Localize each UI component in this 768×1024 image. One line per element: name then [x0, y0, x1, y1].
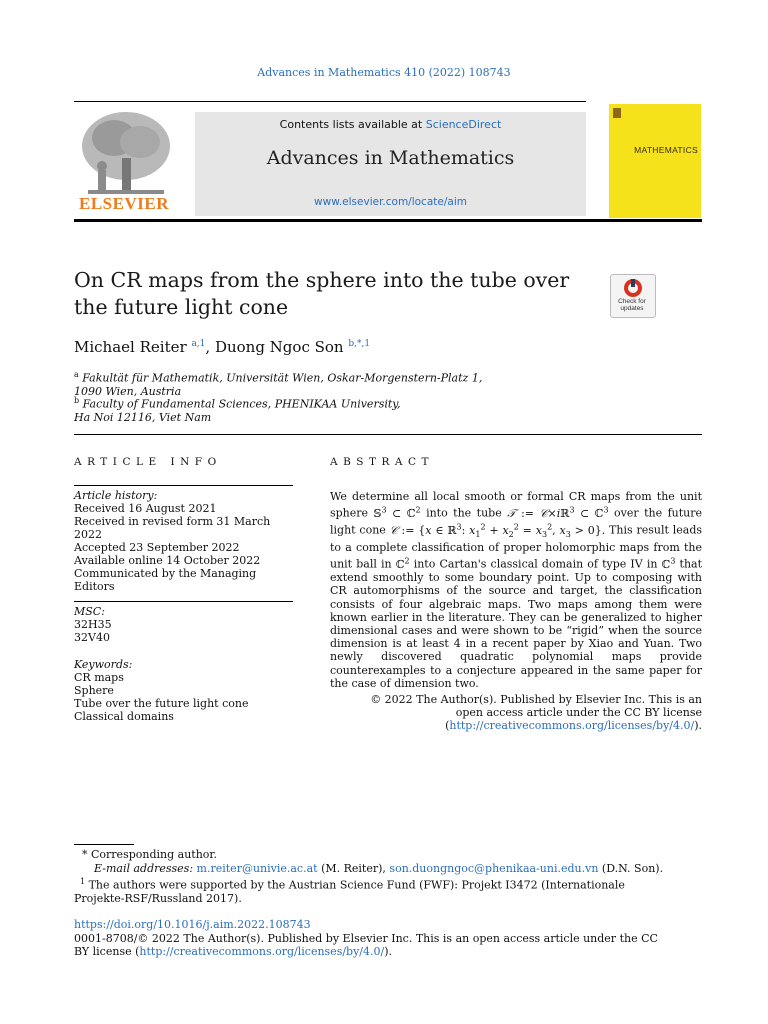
msc-rule [74, 601, 293, 602]
math-expr: ℂ$^2$ [395, 556, 410, 571]
keywords-section [74, 658, 293, 723]
msc-section [74, 605, 293, 644]
contents-prefix: Contents lists available at [279, 118, 423, 131]
history-item: Communicated by the Managing [74, 567, 257, 580]
affiliation-mark: a [74, 370, 79, 379]
history-item: Received in revised form 31 March [74, 515, 271, 528]
abstract-fragment: that extend smoothly to some boundary point. Up to composing with CR automorphisms of the source and target, the classification consists of four algebraic maps. Two maps among them were known earlier in the literature. They can be generalized to higher dimensional cases and were shown to be “rigid” when the source dimension is at least 4 in a recent paper by Xiao and Yuan. Two newly discovered quadratic polynomial maps provide counterexamples to a conjecture appeared in the same paper for the case of dimension two. [330, 557, 703, 690]
footnote-rule [74, 844, 134, 845]
msc-code: 32V40 [74, 631, 110, 644]
funding-note: Projekte-RSF/Russland 2017). [74, 892, 242, 906]
copyright-line: © 2022 The Author(s). Published by Elsevier Inc. This is an [370, 693, 702, 706]
msc-code: 32H35 [74, 618, 112, 631]
header-rule [74, 219, 702, 222]
article-history [74, 489, 293, 593]
math-expr: 𝒞 := {x ∈ ℝ$^3$: $x_1^2 + x_2^2 = x_3^2$, $x_3 > 0$}. [389, 522, 606, 539]
title-line-2: the future light cone [74, 295, 289, 319]
affiliation-b [74, 394, 401, 424]
cover-emblem-icon [613, 108, 621, 118]
bottom-info [74, 918, 704, 959]
journal-url-link[interactable]: www.elsevier.com/locate/aim [314, 196, 467, 208]
article-title [74, 267, 574, 321]
email-label: E-mail addresses: [94, 861, 194, 875]
section-rule [74, 434, 702, 435]
top-rule [74, 101, 586, 102]
contents-line [195, 118, 586, 131]
msc-label: MSC: [74, 605, 105, 618]
affiliation-line: Fakultät für Mathematik, Universität Wien, Oskar-Morgenstern-Platz 1, [82, 371, 483, 385]
funding-note: The authors were supported by the Austrian Science Fund (FWF): Projekt I3472 (Internationale [88, 878, 625, 892]
history-label: Article history: [74, 489, 158, 502]
title-line-1: On CR maps from the sphere into the tube over [74, 268, 570, 292]
footnotes: * Corresponding author. E-mail addresses: m.reiter@univie.ac.at (M. Reiter), son.duongngoc@phenikaa-uni.edu.vn (D.N. Son). $^1$ The authors were supported by the Austrian Science Fund (FWF): Projekt I3472 (Internationale Projekte-RSF/Russland 2017). [74, 848, 704, 906]
abstract-fragment: into the tube [426, 506, 502, 520]
journal-reference[interactable]: Advances in Mathematics 410 (2022) 108743 [257, 66, 511, 79]
journal-cover [609, 104, 701, 218]
abstract-text [330, 490, 702, 690]
issn-line: 0001-8708/© 2022 The Author(s). Published by Elsevier Inc. This is an open access article under the CC [74, 931, 658, 945]
abstract-fragment: over the future light cone [330, 506, 703, 537]
history-item: 2022 [74, 528, 102, 541]
author-name[interactable]: Duong Ngoc Son [214, 338, 344, 356]
abstract-fragment: into Cartan's classical domain of type IV in [413, 557, 658, 571]
history-rule [74, 485, 293, 486]
author-list: Michael Reiter $^{a,1}$, Duong Ngoc Son $^{b,*,1}$ [74, 338, 371, 356]
author-marks[interactable]: a,1 [191, 339, 206, 349]
math-expr: ℂ$^3$ [661, 556, 676, 571]
email-owner: (D.N. Son). [601, 861, 664, 875]
cover-title: MATHEMATICS [634, 145, 698, 155]
history-item: Accepted 23 September 2022 [74, 541, 240, 554]
author-marks[interactable]: b,*,1 [348, 339, 371, 349]
article-info-heading: ARTICLE INFO [74, 456, 222, 468]
abstract-heading: ABSTRACT [330, 456, 435, 468]
license-suffix: ). [384, 945, 393, 958]
keyword: Tube over the future light cone [74, 697, 249, 710]
history-item: Editors [74, 580, 115, 593]
check-updates-icon [611, 275, 655, 299]
check-updates-label[interactable]: Check for updates [618, 298, 646, 312]
copyright-line: open access article under the CC BY license [455, 706, 702, 720]
email-link[interactable]: m.reiter@univie.ac.at [196, 861, 318, 875]
affiliation-line: 1090 Wien, Austria [74, 384, 182, 398]
math-expr: 𝕊$^3$ ⊂ ℂ$^2$ [373, 505, 421, 520]
keywords-label: Keywords: [74, 658, 133, 671]
abstract-fragment: This result leads to a complete classification of proper holomorphic maps from the unit ball in [330, 523, 703, 571]
license-link[interactable]: http://creativecommons.org/licenses/by/4.0/ [139, 945, 385, 958]
keyword: CR maps [74, 671, 124, 684]
sciencedirect-link[interactable]: ScienceDirect [425, 118, 502, 131]
affiliation-line: Faculty of Fundamental Sciences, PHENIKAA University, [82, 397, 401, 411]
publisher-logo-text: ELSEVIER [79, 194, 169, 213]
journal-name: Advances in Mathematics [266, 147, 515, 169]
license-prefix: BY license ( [74, 945, 140, 958]
keyword: Sphere [74, 684, 114, 697]
history-item: Received 16 August 2021 [74, 502, 217, 515]
keyword: Classical domains [74, 710, 174, 723]
email-link[interactable]: son.duongngoc@phenikaa-uni.edu.vn [389, 861, 599, 875]
corresponding-note: Corresponding author. [91, 848, 217, 861]
affiliation-line: Ha Noi 12116, Viet Nam [74, 410, 212, 424]
doi-link[interactable]: https://doi.org/10.1016/j.aim.2022.108743 [74, 918, 311, 931]
affiliation-mark: b [74, 396, 80, 405]
elsevier-logo [74, 108, 174, 218]
math-expr: 𝒯 := 𝒞×iℝ$^3$ ⊂ ℂ$^3$ [507, 505, 609, 520]
history-item: Available online 14 October 2022 [74, 554, 261, 567]
author-name[interactable]: Michael Reiter [74, 338, 187, 356]
abstract-fragment: We determine all local smooth or formal CR maps from the unit sphere [330, 490, 702, 520]
license-link[interactable]: http://creativecommons.org/licenses/by/4.0/ [449, 719, 695, 733]
email-owner: (M. Reiter), [321, 861, 386, 875]
abstract-copyright: © 2022 The Author(s). Published by Elsevier Inc. This is an open access article under the CC BY license (http://creativecommons.org/licenses/by/4.0/). [330, 693, 702, 733]
